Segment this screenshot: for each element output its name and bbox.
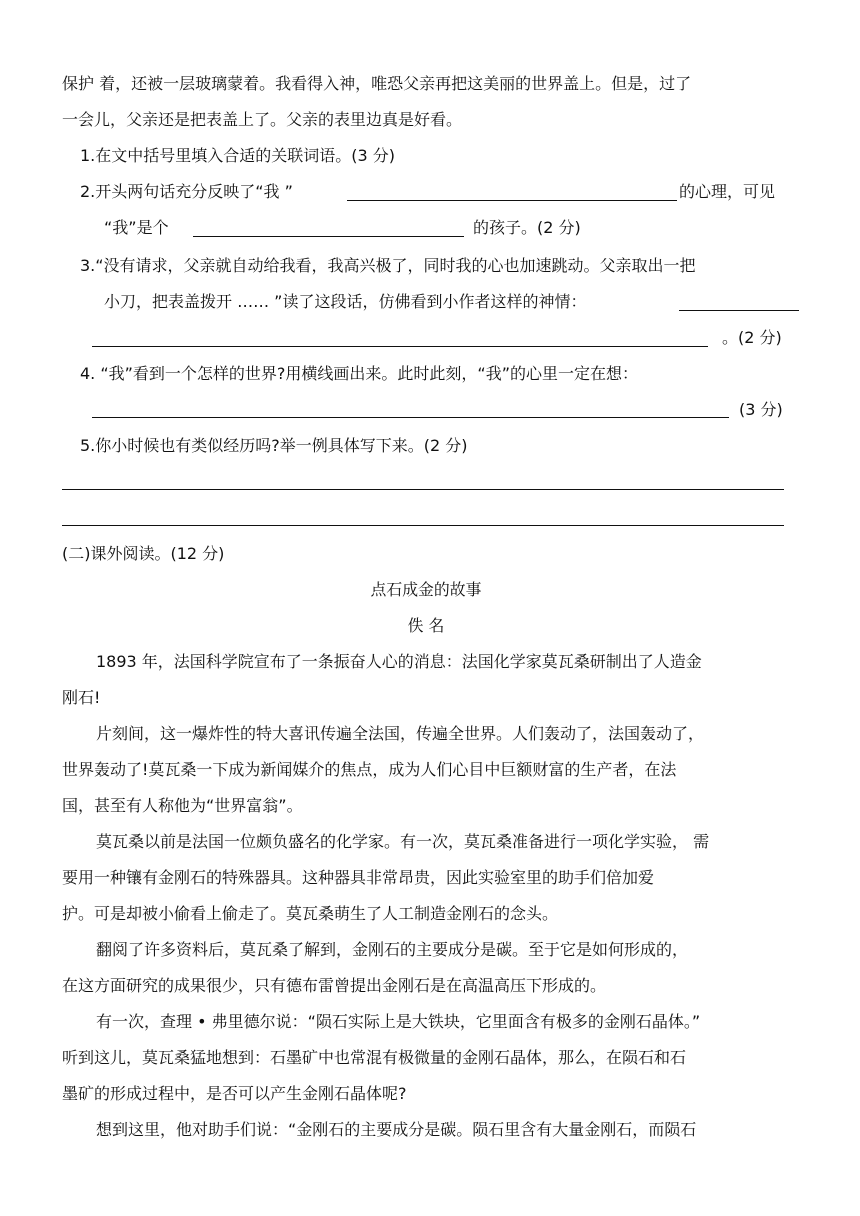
story-title: 点石成金的故事 — [370, 580, 482, 599]
story-text: 世界轰动了!莫瓦桑一下成为新闻媒介的焦点，成为人们心目中巨额财富的生产者，在法 — [62, 760, 677, 779]
story-line: 护。可是却被小偷看上偷走了。莫瓦桑萌生了人工制造金刚石的念头。 — [62, 904, 559, 923]
question-3-text: 小刀，把表盖拨开 …… ”读了这段话，仿佛看到小作者这样的神情： — [104, 292, 587, 311]
story-author: 佚 名 — [407, 616, 445, 635]
answer-line[interactable] — [62, 525, 784, 526]
story-line — [96, 940, 800, 960]
question-2-text: “我”是个 — [104, 218, 169, 237]
question-4-text: (3 分) — [739, 400, 783, 419]
passage-line: 一会儿，父亲还是把表盖上了。父亲的表里边真是好看。 — [62, 110, 463, 129]
question-2-text: 2.开头两句话充分反映了“我 ” — [80, 182, 293, 201]
story-text: 1893 年，法国科学院宣布了一条振奋人心的消息：法国化学家莫瓦桑研制出了人造金 — [96, 652, 702, 671]
answer-line[interactable] — [347, 200, 677, 201]
story-text: 想到这里，他对助手们说：“金刚石的主要成分是碳。陨石里含有大量金刚石，而陨石 — [96, 1120, 697, 1139]
story-line — [96, 832, 800, 852]
answer-line[interactable] — [679, 310, 799, 311]
story-line — [96, 724, 800, 744]
story-line — [96, 1120, 800, 1140]
story-text: 莫瓦桑以前是法国一位颇负盛名的化学家。有一次，莫瓦桑准备进行一项化学实验， 需 — [96, 832, 710, 851]
passage-text: 保护 着，还被一层玻璃蒙着。我看得入神，唯恐父亲再把这美丽的世界盖上。但是，过了 — [62, 74, 692, 93]
story-line — [62, 1048, 800, 1068]
answer-line[interactable] — [92, 417, 729, 418]
answer-line[interactable] — [92, 346, 708, 347]
story-text: 听到这儿，莫瓦桑猛地想到：石墨矿中也常混有极微量的金刚石晶体，那么，在陨石和石 — [62, 1048, 687, 1067]
question-1: 1.在文中括号里填入合适的关联词语。(3 分) — [80, 146, 396, 165]
question-3-text: 3.“没有请求，父亲就自动给我看，我高兴极了，同时我的心也加速跳动。父亲取出一把 — [80, 256, 696, 275]
question-2-text: 的心理，可见 — [679, 182, 776, 201]
story-line — [96, 652, 800, 672]
story-line — [96, 1012, 800, 1032]
story-text: 有一次，查理 • 弗里德尔说：“陨石实际上是大铁块，它里面含有极多的金刚石晶体。” — [96, 1012, 701, 1031]
story-line: 在这方面研究的成果很少，只有德布雷曾提出金刚石是在高温高压下形成的。 — [62, 976, 607, 995]
question-4-text: 4. “我”看到一个怎样的世界?用横线画出来。此时此刻，“我”的心里一定在想： — [80, 364, 639, 383]
question-2-text: 的孩子。(2 分) — [473, 218, 581, 237]
question-5: 5.你小时候也有类似经历吗?举一例具体写下来。(2 分) — [80, 436, 468, 455]
story-line: 墨矿的形成过程中，是否可以产生金刚石晶体呢? — [62, 1084, 407, 1103]
answer-line[interactable] — [193, 236, 464, 237]
passage-line — [62, 74, 800, 94]
story-text: 片刻间，这一爆炸性的特大喜讯传遍全法国，传遍全世界。人们轰动了，法国轰动了， — [96, 724, 705, 743]
section-heading: (二)课外阅读。(12 分) — [62, 544, 225, 563]
story-line: 刚石! — [62, 688, 101, 707]
answer-line[interactable] — [62, 489, 784, 490]
story-line: 要用一种镶有金刚石的特殊器具。这种器具非常昂贵，因此实验室里的助手们倍加爱 — [62, 868, 655, 887]
story-line: 国，甚至有人称他为“世界富翁”。 — [62, 796, 303, 815]
story-line — [62, 760, 800, 780]
story-text: 翻阅了许多资料后，莫瓦桑了解到，金刚石的主要成分是碳。至于它是如何形成的， — [96, 940, 689, 959]
question-3-text: 。(2 分) — [722, 328, 782, 347]
